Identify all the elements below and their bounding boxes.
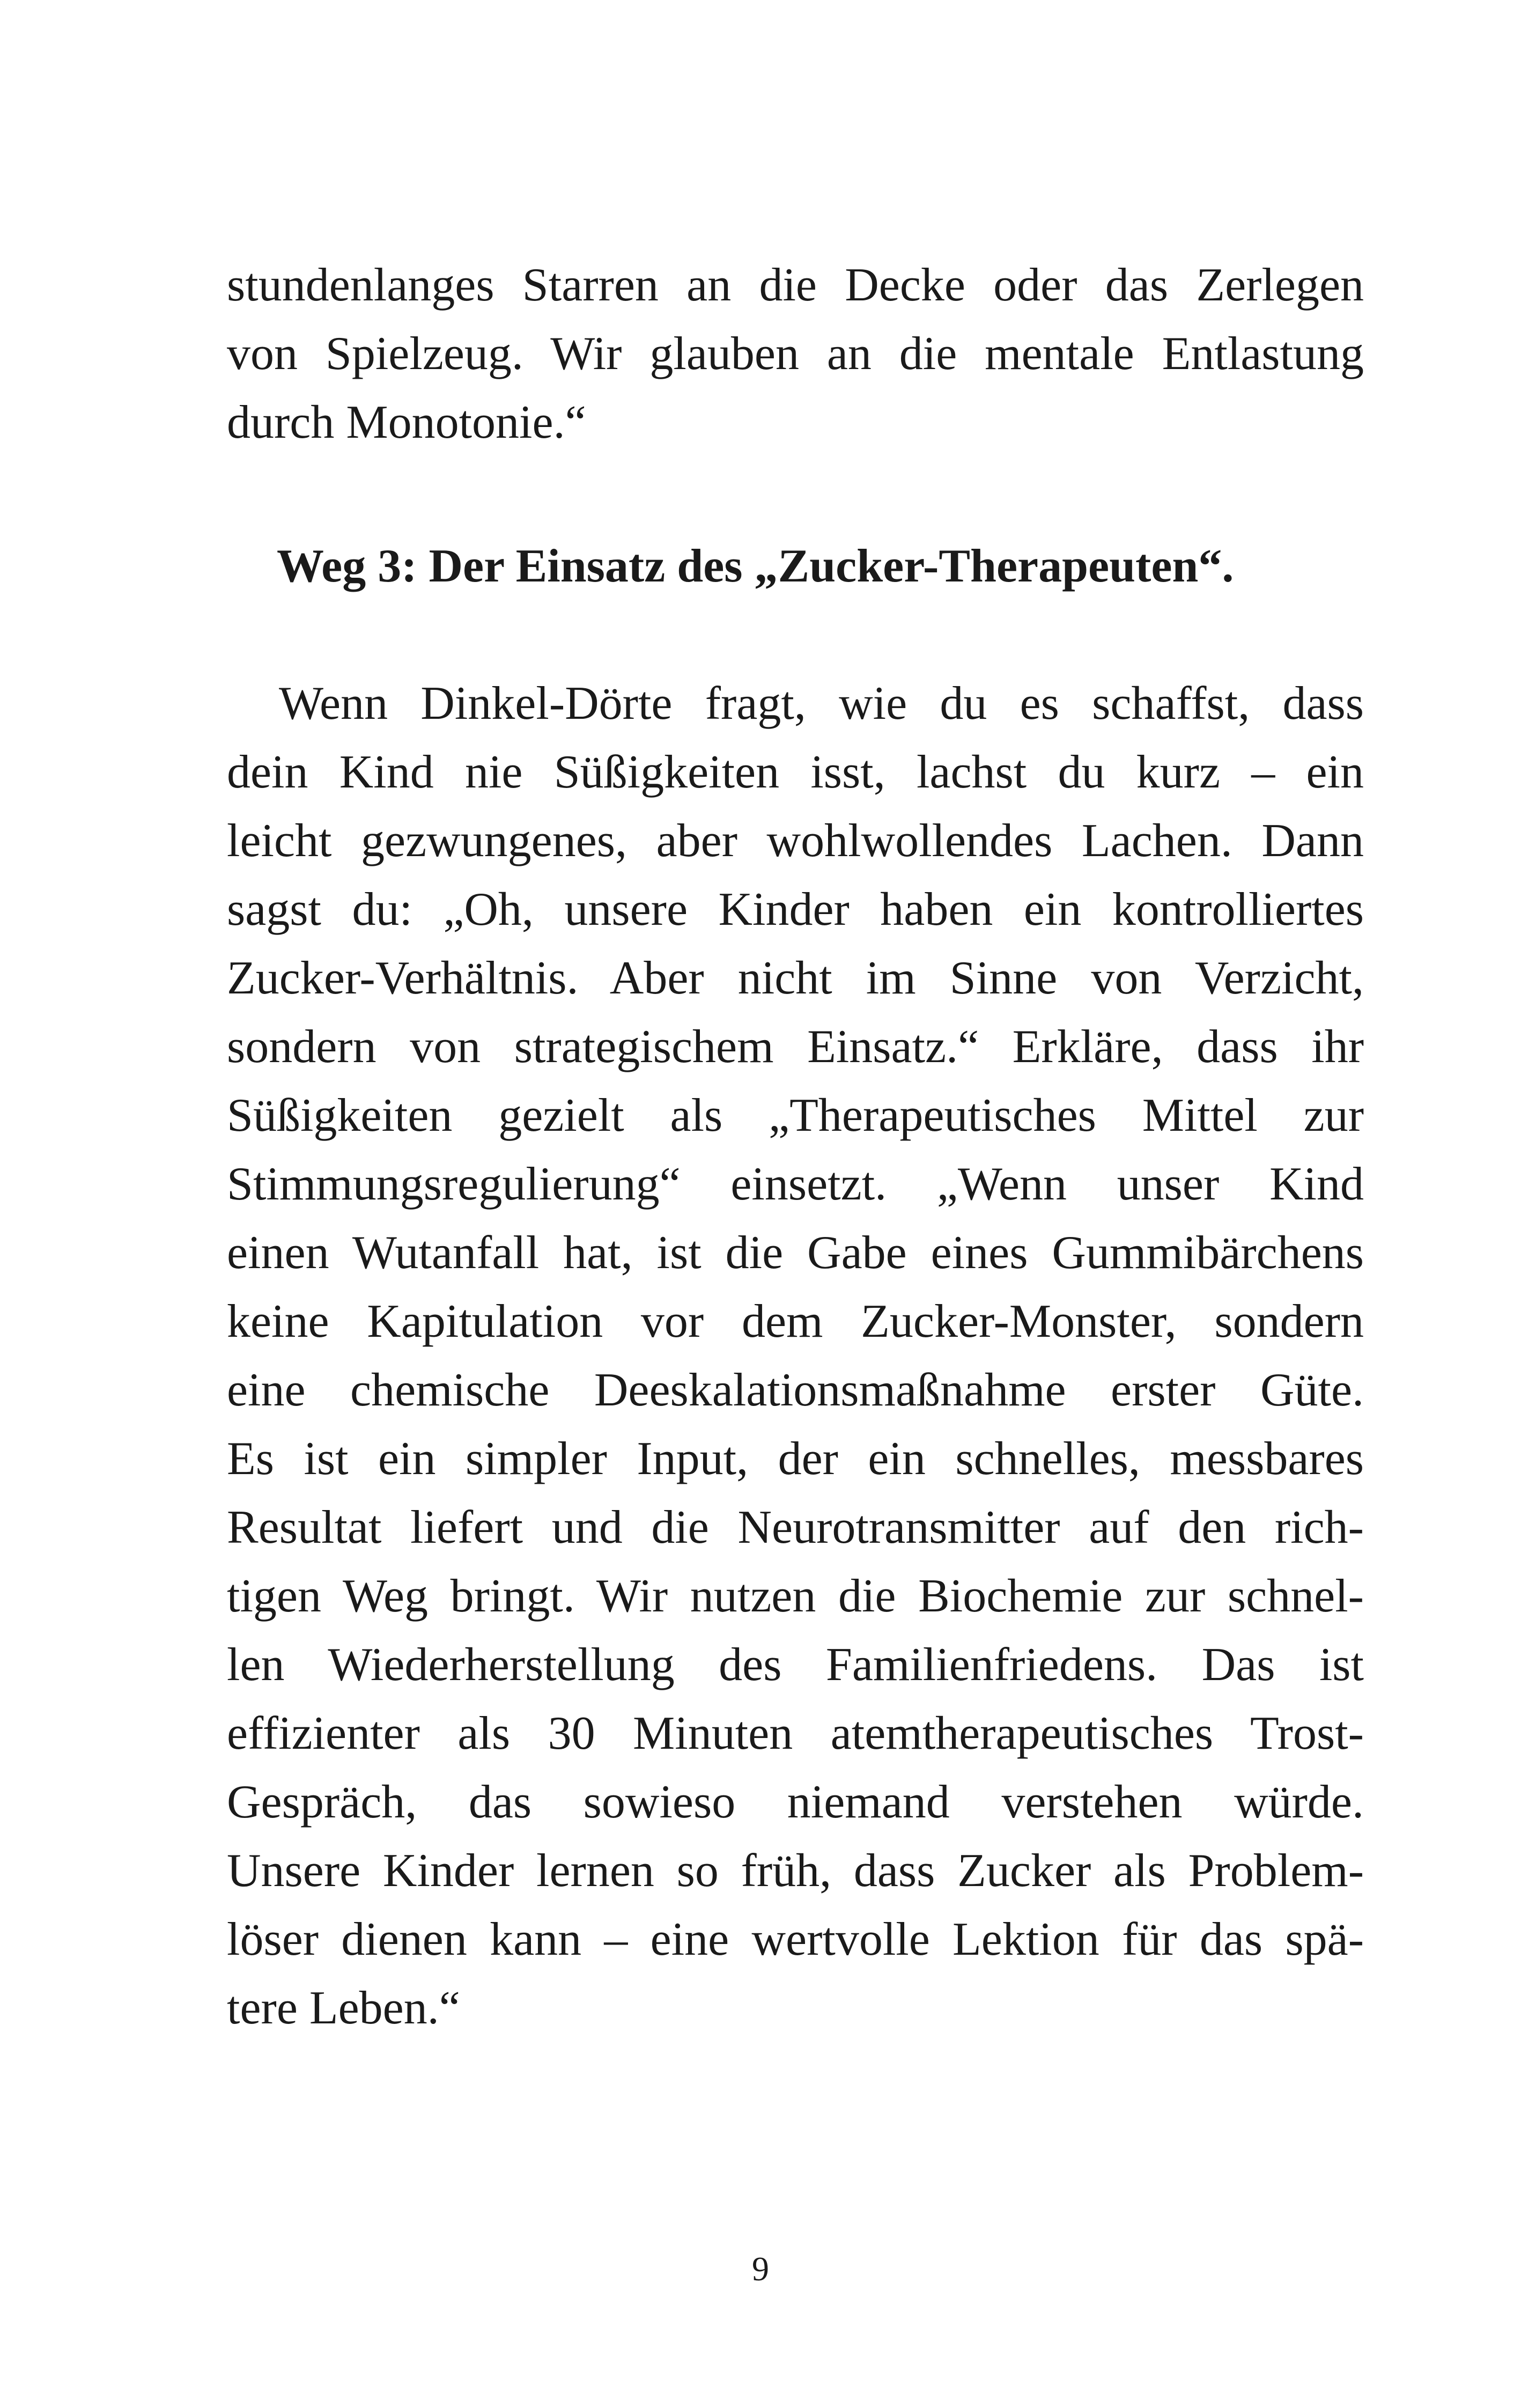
text-line: einen Wutanfall hat, ist die Gabe eines Gummibärchens bbox=[227, 1227, 1364, 1279]
text-line: tigen Weg bringt. Wir nutzen die Biochemie zur schnel- bbox=[227, 1570, 1364, 1622]
page-number: 9 bbox=[752, 2250, 769, 2288]
text-line: Resultat liefert und die Neurotransmitter auf den rich- bbox=[227, 1501, 1364, 1553]
text-line: len Wiederherstellung des Familienfriedens. Das ist bbox=[227, 1639, 1364, 1691]
text-line: stundenlanges Starren an die Decke oder das Zerlegen bbox=[227, 259, 1364, 311]
text-line: Wenn Dinkel-Dörte fragt, wie du es schaffst, dass bbox=[279, 678, 1364, 730]
text-line: keine Kapitulation vor dem Zucker-Monster, sondern bbox=[227, 1295, 1364, 1347]
text-line: von Spielzeug. Wir glauben an die mentale Entlastung bbox=[227, 328, 1364, 380]
text-line: löser dienen kann – eine wertvolle Lektion für das spä- bbox=[227, 1913, 1364, 1965]
text-line: Es ist ein simpler Input, der ein schnelles, messbares bbox=[227, 1433, 1364, 1485]
text-line: Stimmungsregulierung“ einsetzt. „Wenn unser Kind bbox=[227, 1158, 1364, 1210]
text-line: eine chemische Deeskalationsmaßnahme erster Güte. bbox=[227, 1364, 1364, 1416]
text-line: Zucker-Verhältnis. Aber nicht im Sinne von Verzicht, bbox=[227, 952, 1364, 1004]
text-line: durch Monotonie.“ bbox=[227, 396, 586, 448]
intro-paragraph bbox=[227, 251, 1364, 457]
main-paragraph bbox=[227, 669, 1364, 2043]
text-line: Süßigkeiten gezielt als „Therapeutisches Mittel zur bbox=[227, 1089, 1364, 1142]
text-line: tere Leben.“ bbox=[227, 1982, 460, 2034]
text-line: leicht gezwungenes, aber wohlwollendes Lachen. Dann bbox=[227, 815, 1364, 867]
text-line: sondern von strategischem Einsatz.“ Erkläre, dass ihr bbox=[227, 1021, 1364, 1073]
text-line: Unsere Kinder lernen so früh, dass Zucker als Problem- bbox=[227, 1845, 1364, 1897]
text-line: Gespräch, das sowieso niemand verstehen würde. bbox=[227, 1776, 1364, 1828]
text-line: sagst du: „Oh, unsere Kinder haben ein kontrolliertes bbox=[227, 883, 1364, 936]
section-heading: Weg 3: Der Einsatz des „Zucker-Therapeuten“. bbox=[277, 540, 1234, 592]
text-line: effizienter als 30 Minuten atemtherapeutisches Trost- bbox=[227, 1707, 1364, 1759]
text-line: dein Kind nie Süßigkeiten isst, lachst du kurz – ein bbox=[227, 746, 1364, 798]
